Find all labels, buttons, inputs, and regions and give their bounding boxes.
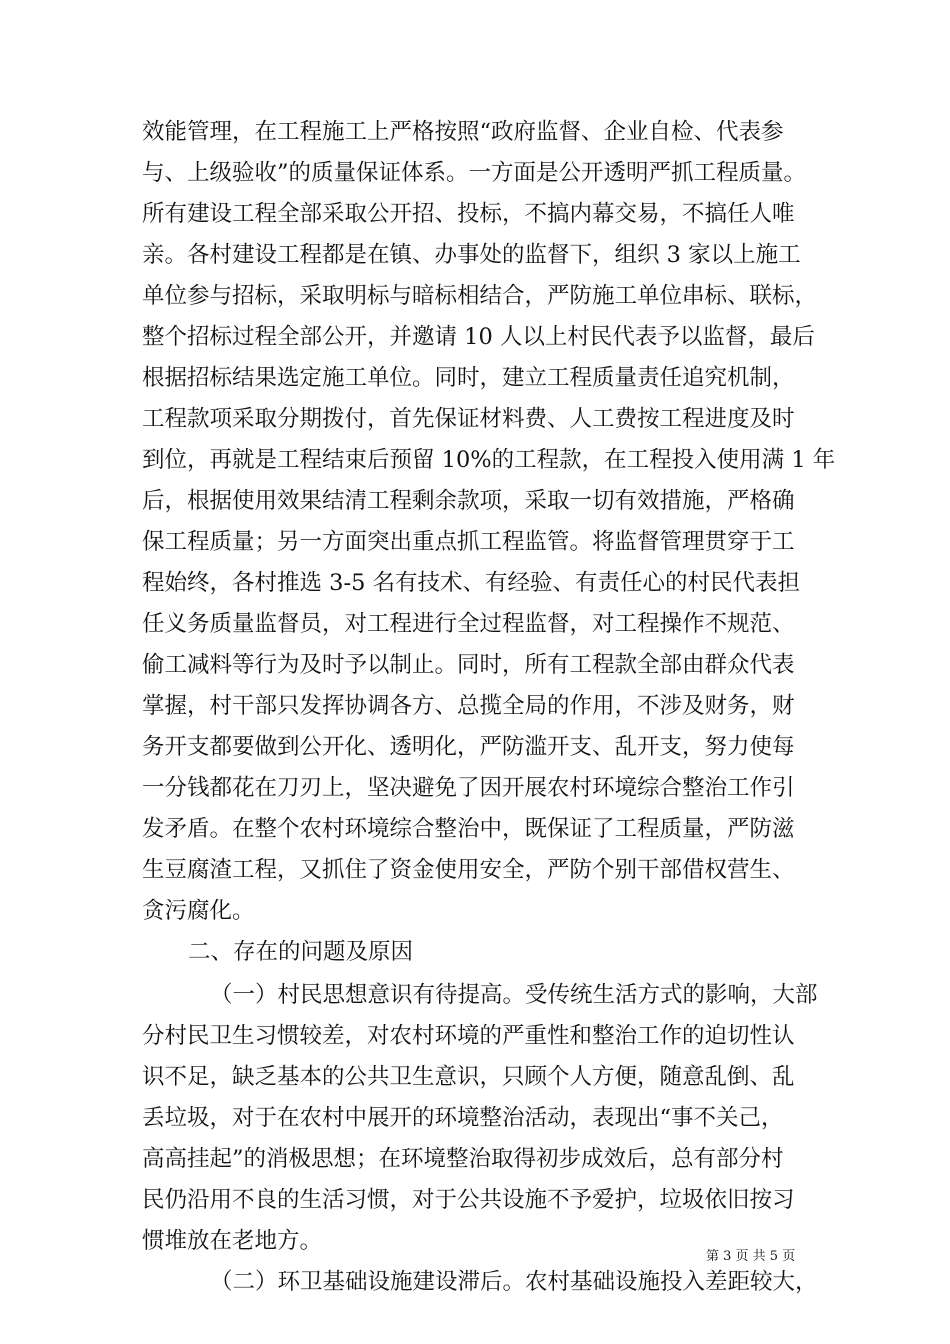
subsection-paragraph-start: （二）环卫基础设施建设滞后。农村基础设施投入差距较大，	[210, 1269, 818, 1295]
body-line: 到位，再就是工程结束后预留 10%的工程款，在工程投入使用满 1 年	[142, 447, 836, 473]
body-line: 与、上级验收”的质量保证体系。一方面是公开透明严抓工程质量。	[142, 160, 807, 186]
subsection-paragraph-start: （一）村民思想意识有待提高。受传统生活方式的影响，大部	[210, 982, 818, 1008]
body-line: 分村民卫生习惯较差，对农村环境的严重性和整治工作的迫切性认	[142, 1023, 795, 1049]
body-line: 工程款项采取分期拨付，首先保证材料费、人工费按工程进度及时	[142, 406, 795, 432]
body-line: 整个招标过程全部公开，并邀请 10 人以上村民代表予以监督，最后	[142, 324, 815, 350]
body-line: 后，根据使用效果结清工程剩余款项，采取一切有效措施，严格确	[142, 488, 795, 514]
body-line: 单位参与招标，采取明标与暗标相结合，严防施工单位串标、联标，	[142, 283, 818, 309]
body-line: 惯堆放在老地方。	[142, 1228, 323, 1254]
body-line: 丢垃圾，对于在农村中展开的环境整治活动，表现出“事不关己，	[142, 1105, 784, 1131]
section-heading: 二、存在的问题及原因	[188, 939, 414, 965]
page-number: 第 3 页 共 5 页	[706, 1249, 796, 1264]
body-line: 高高挂起”的消极思想；在环境整治取得初步成效后，总有部分村	[142, 1146, 784, 1172]
body-line: 贪污腐化。	[142, 898, 255, 924]
body-line: 发矛盾。在整个农村环境综合整治中，既保证了工程质量，严防滋	[142, 816, 795, 842]
body-line: 务开支都要做到公开化、透明化，严防滥开支、乱开支，努力使每	[142, 734, 795, 760]
body-line: 效能管理，在工程施工上严格按照“政府监督、企业自检、代表参	[142, 119, 784, 145]
body-line: 根据招标结果选定施工单位。同时，建立工程质量责任追究机制，	[142, 365, 795, 391]
body-line: 偷工减料等行为及时予以制止。同时，所有工程款全部由群众代表	[142, 652, 795, 678]
body-line: 生豆腐渣工程，又抓住了资金使用安全，严防个别干部借权营生、	[142, 857, 795, 883]
body-line: 程始终，各村推选 3-5 名有技术、有经验、有责任心的村民代表担	[142, 570, 801, 596]
body-line: 识不足，缺乏基本的公共卫生意识，只顾个人方便，随意乱倒、乱	[142, 1064, 795, 1090]
body-line: 所有建设工程全部采取公开招、投标，不搞内幕交易，不搞任人唯	[142, 201, 795, 227]
body-line: 一分钱都花在刀刃上，坚决避免了因开展农村环境综合整治工作引	[142, 775, 795, 801]
body-line: 亲。各村建设工程都是在镇、办事处的监督下，组织 3 家以上施工	[142, 242, 801, 268]
body-line: 掌握，村干部只发挥协调各方、总揽全局的作用，不涉及财务，财	[142, 693, 795, 719]
body-line: 任义务质量监督员，对工程进行全过程监督，对工程操作不规范、	[142, 611, 795, 637]
body-line: 民仍沿用不良的生活习惯，对于公共设施不予爱护，垃圾依旧按习	[142, 1187, 795, 1213]
body-line: 保工程质量；另一方面突出重点抓工程监管。将监督管理贯穿于工	[142, 529, 795, 555]
